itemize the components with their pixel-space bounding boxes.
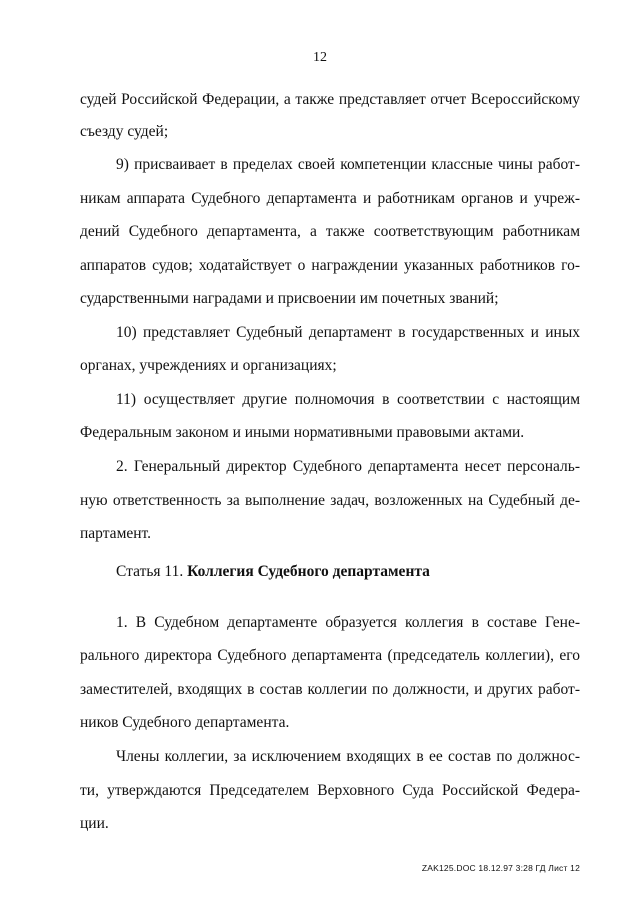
- text-line: Федеральным законом и иными нормативными правовыми актами.: [80, 424, 525, 441]
- document-footer: ZAK125.DOC 18.12.97 3:28 ГД Лист 12: [421, 863, 580, 873]
- text-line: 10) представляет Судебный департамент в государственных и иных: [116, 324, 580, 341]
- text-line: ников Судебного департамента.: [80, 714, 290, 731]
- text-line: никам аппарата Судебного департамента и работникам органов и учреж-: [80, 190, 580, 207]
- text-line: судей Российской Федерации, а также представляет отчет Всероссийскому: [80, 91, 580, 108]
- article-heading: [116, 562, 580, 582]
- article-number: Статья 11.: [116, 563, 188, 580]
- text-line: аппаратов судов; ходатайствует о награждении указанных работников го-: [80, 257, 580, 274]
- text-line: сударственными наградами и присвоении им почетных званий;: [80, 290, 499, 307]
- text-line: ти, утверждаются Председателем Верховного Суда Российской Федера-: [80, 782, 580, 799]
- text-line: заместителей, входящих в состав коллегии по должности, и других работ-: [80, 681, 580, 698]
- text-line: 11) осуществляет другие полномочия в соответствии с настоящим: [116, 391, 580, 408]
- text-line: Члены коллегии, за исключением входящих в ее состав по должнос-: [116, 748, 580, 765]
- text-line: ции.: [80, 815, 109, 832]
- text-line: ную ответственность за выполнение задач, возложенных на Судебный де-: [80, 492, 580, 509]
- text-line: органах, учреждениях и организациях;: [80, 357, 337, 374]
- article-title: Коллегия Судебного департамента: [187, 563, 430, 580]
- text-line: рального директора Судебного департамента (председатель коллегии), его: [80, 647, 580, 664]
- text-line: партамент.: [80, 525, 152, 542]
- page-number: 12: [313, 50, 327, 65]
- text-line: 1. В Судебном департаменте образуется коллегия в составе Гене-: [116, 614, 580, 631]
- text-line: съезду судей;: [80, 123, 169, 140]
- text-line: дений Судебного департамента, а также соответствующим работникам: [80, 223, 580, 240]
- text-line: 9) присваивает в пределах своей компетенции классные чины работ-: [116, 156, 580, 173]
- text-line: 2. Генеральный директор Судебного департамента несет персональ-: [116, 458, 580, 475]
